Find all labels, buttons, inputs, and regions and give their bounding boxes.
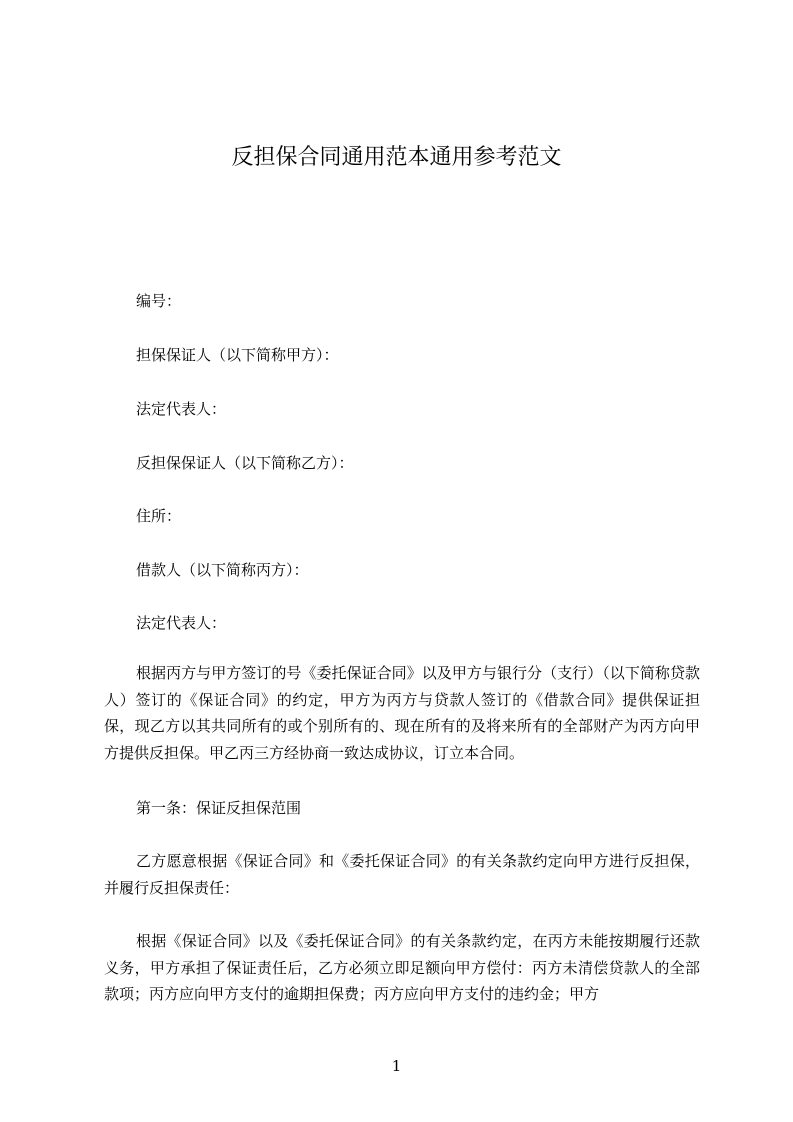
field-guarantor: 担保保证人（以下简称甲方）： [136,346,339,364]
intro-paragraph: 根据丙方与甲方签订的号《委托保证合同》以及甲方与银行分（支行）（以下简称贷款人）签订的《保证合同》的约定，甲方为丙方与贷款人签订的《借款合同》提供保证担保，现乙方以其共同所有的或个别所有的、现在所有的及将来所有的全部财产为丙方向甲方提供反担保。甲乙丙三方经协商一致达成协议，订立本合同。 [104,664,700,762]
field-legal-representative: 法定代表人： [136,400,227,418]
field-contract-number: 编号： [136,292,182,310]
field-counter-guarantor: 反担保保证人（以下简称乙方）： [136,454,354,472]
field-borrower-legal-representative: 法定代表人： [136,614,227,632]
article-1-paragraph-2: 根据《保证合同》以及《委托保证合同》的有关条款约定，在丙方未能按期履行还款义务，甲方承担了保证责任后，乙方必须立即足额向甲方偿付：丙方未清偿贷款人的全部款项；丙方应向甲方支付的逾期担保费；丙方应向甲方支付的违约金；甲方 [104,932,700,1003]
page-number: 1 [391,1057,402,1075]
article-1-paragraph-1: 乙方愿意根据《保证合同》和《委托保证合同》的有关条款约定向甲方进行反担保，并履行反担保责任： [104,852,700,897]
field-borrower: 借款人（以下简称丙方）： [136,561,309,579]
document-title: 反担保合同通用范本通用参考范文 [231,145,562,170]
article-1-heading: 第一条：保证反担保范围 [136,799,302,817]
field-address: 住所： [136,507,182,525]
